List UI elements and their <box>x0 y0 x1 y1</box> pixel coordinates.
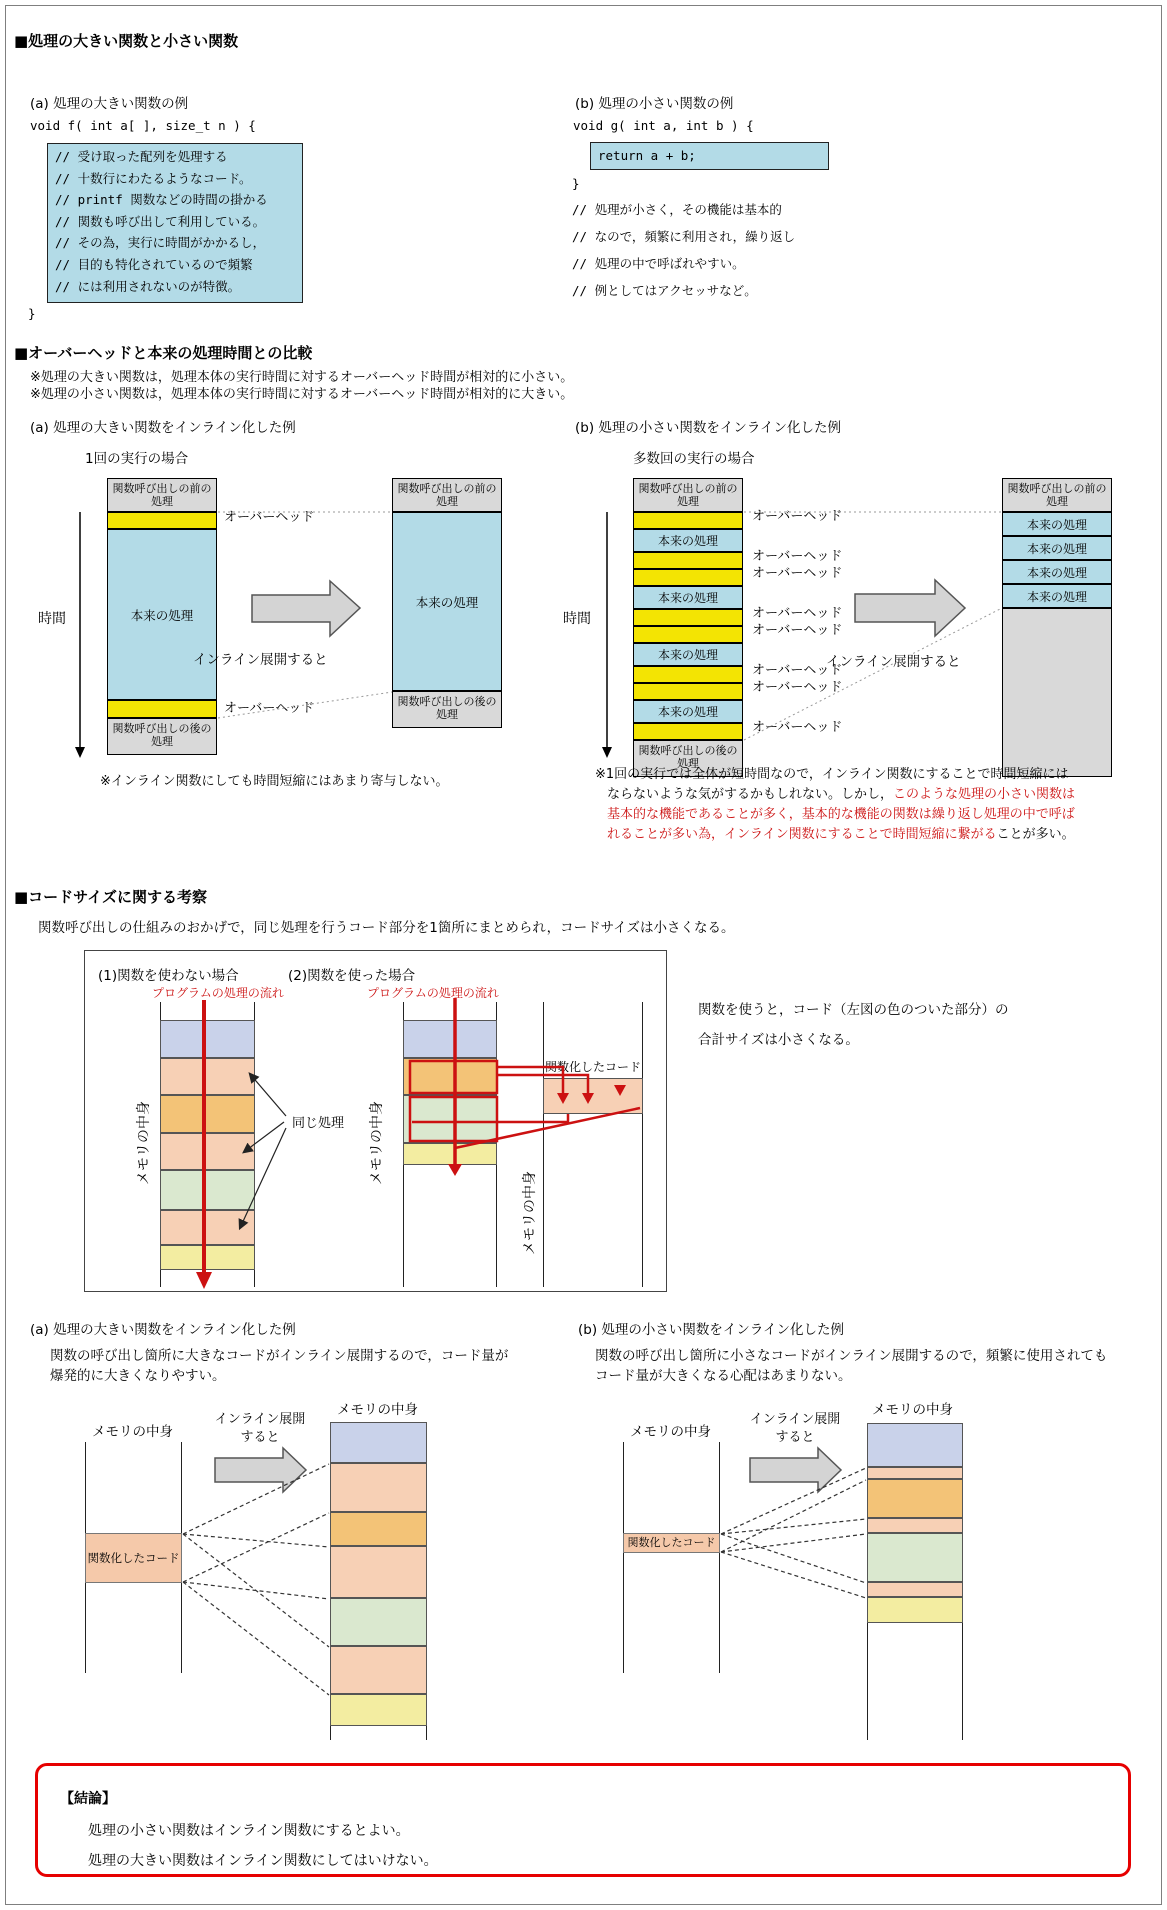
inline-expand-label: インライン展開すると <box>826 654 961 670</box>
overhead-label: オーバーヘッド <box>752 623 843 638</box>
overhead-label: オーバーヘッド <box>752 606 843 621</box>
section3-b-body2: コード量が大きくなる心配はあまりない。 <box>595 1368 852 1384</box>
func-code-label: 関数化したコード <box>544 1060 641 1074</box>
main-proc-band: 本来の処理 <box>633 586 743 609</box>
overhead-band <box>633 569 743 586</box>
overhead-label: オーバーヘッド <box>752 720 843 735</box>
section2-b-footnote-line3: 基本的な機能であることが多く，基本的な機能の関数は繰り返し処理の中で呼ば <box>607 807 1075 822</box>
section2-a-subtitle: (a) 処理の大きい関数をインライン化した例 <box>30 420 296 436</box>
inline-expand-label-line1: インライン展開 <box>214 1412 306 1427</box>
section1-a-label: (a) 処理の大きい関数の例 <box>30 96 189 112</box>
memory-label: メモリの中身 <box>337 1402 418 1418</box>
section1-a-code-close: } <box>28 306 36 321</box>
pre-call-box: 関数呼び出しの前の処理 <box>633 478 743 512</box>
main-proc-band: 本来の処理 <box>633 529 743 552</box>
memory-label: メモリの中身 <box>630 1424 711 1440</box>
memory-row-same-proc <box>160 1058 255 1095</box>
pre-call-box: 関数呼び出しの前の処理 <box>1002 478 1112 512</box>
conclusion-line1: 処理の小さい関数はインライン関数にするとよい。 <box>88 1823 410 1839</box>
conclusion-heading: 【結論】 <box>60 1791 116 1807</box>
section2-b-footnote-line4: れることが多い為，インライン関数にすることで時間短縮に繋がることが多い。 <box>607 827 1075 842</box>
memory-label: メモリの中身 <box>92 1424 173 1440</box>
section3-a-subtitle: (a) 処理の大きい関数をインライン化した例 <box>30 1322 296 1338</box>
section1-title: ■処理の大きい関数と小さい関数 <box>14 32 239 50</box>
time-axis-label: 時間 <box>563 611 591 627</box>
overhead-band <box>107 512 217 529</box>
section1-b-label: (b) 処理の小さい関数の例 <box>575 96 734 112</box>
memory-row <box>867 1597 963 1623</box>
section3-a-body2: 爆発的に大きくなりやすい。 <box>50 1368 226 1384</box>
section2-b-footnote-line1: ※1回の実行では全体が短時間なので，インライン関数にすることで時間短縮には <box>595 767 1069 782</box>
main-proc-band: 本来の処理 <box>1002 512 1112 536</box>
figure-label-2: (2)関数を使った場合 <box>288 968 416 984</box>
code-line: return a + b; <box>598 148 696 163</box>
main-proc-band: 本来の処理 <box>633 643 743 666</box>
overhead-label: オーバーヘッド <box>752 566 843 581</box>
code-comment: // には利用されないのが特徴。 <box>55 278 241 294</box>
memory-label: メモリの中身 <box>136 1101 152 1185</box>
code-comment: // 例としてはアクセッサなど。 <box>572 283 757 298</box>
memory-row-same-proc <box>160 1210 255 1245</box>
overhead-band <box>633 666 743 683</box>
memory-row <box>867 1479 963 1518</box>
overhead-label: オーバーヘッド <box>224 701 315 716</box>
main-proc-band: 本来の処理 <box>633 700 743 723</box>
section2-a-footnote: ※インライン関数にしても時間短縮にはあまり寄与しない。 <box>100 774 449 789</box>
memory-row-inlined <box>330 1546 427 1598</box>
memory-row <box>330 1598 427 1646</box>
inline-expand-label: インライン展開すると <box>193 652 328 668</box>
same-proc-label: 同じ処理 <box>292 1116 345 1131</box>
code-comment: // 目的も特化されているので頻繁 <box>55 256 253 272</box>
figure-label-1: (1)関数を使わない場合 <box>98 968 239 984</box>
section2-title: ■オーバーヘッドと本来の処理時間との比較 <box>14 344 313 362</box>
section1-a-code-body <box>47 143 303 303</box>
main-proc-band: 本来の処理 <box>1002 560 1112 584</box>
memory-label: メモリの中身 <box>872 1402 953 1418</box>
time-axis-label: 時間 <box>38 611 66 627</box>
code-comment: // 処理が小さく，その機能は基本的 <box>572 202 782 217</box>
overhead-label: オーバーヘッド <box>752 680 843 695</box>
func-code-box: 関数化したコード <box>623 1533 720 1553</box>
section2-a-case: 1回の実行の場合 <box>85 451 189 467</box>
memory-row <box>160 1170 255 1210</box>
memory-row-inlined <box>867 1518 963 1533</box>
memory-row <box>403 1058 497 1095</box>
code-comment: // 処理の中で呼ばれやすい。 <box>572 256 745 271</box>
saved-time-region <box>1002 608 1112 777</box>
code-comment: // 十数行にわたるようなコード。 <box>55 170 252 186</box>
conclusion-line2: 処理の大きい関数はインライン関数にしてはいけない。 <box>88 1853 438 1869</box>
post-call-box: 関数呼び出しの後の処理 <box>392 691 502 728</box>
memory-row <box>403 1020 497 1058</box>
memory-row-inlined <box>330 1646 427 1694</box>
program-flow-label: プログラムの処理の流れ <box>367 986 499 1000</box>
memory-row <box>330 1422 427 1463</box>
section3-b-subtitle: (b) 処理の小さい関数をインライン化した例 <box>578 1322 844 1338</box>
inline-expand-label-line1: インライン展開 <box>749 1412 841 1427</box>
section3-a-body1: 関数の呼び出し箇所に大きなコードがインライン展開するので，コード量が <box>50 1348 509 1364</box>
overhead-band <box>633 723 743 740</box>
section1-b-code-close: } <box>572 176 580 191</box>
code-comment: // なので，頻繁に利用され，繰り返し <box>572 229 796 244</box>
overhead-label: オーバーヘッド <box>752 663 843 678</box>
memory-row <box>330 1512 427 1546</box>
section1-b-code-body <box>590 142 829 170</box>
overhead-band <box>633 683 743 700</box>
inline-expand-label-line2: すると <box>775 1430 815 1445</box>
code-comment: // 受け取った配列を処理する <box>55 149 228 164</box>
memory-row <box>330 1694 427 1726</box>
memory-column-3 <box>543 1002 643 1287</box>
memory-row <box>160 1020 255 1058</box>
memory-row <box>867 1533 963 1582</box>
section3-b-body1: 関数の呼び出し箇所に小さなコードがインライン展開するので，頻繁に使用されても <box>595 1348 1108 1364</box>
overhead-label: オーバーヘッド <box>752 509 843 524</box>
section3-title: ■コードサイズに関する考察 <box>14 888 207 906</box>
memory-row-inlined <box>867 1467 963 1479</box>
section3-intro: 関数呼び出しの仕組みのおかげで，同じ処理を行うコード部分を1箇所にまとめられ，コードサイズは小さくなる。 <box>38 920 735 936</box>
func-code-box <box>543 1078 643 1114</box>
inline-expand-label-line2: すると <box>240 1430 280 1445</box>
program-flow-label: プログラムの処理の流れ <box>152 986 284 1000</box>
memory-label: メモリの中身 <box>369 1101 385 1185</box>
section2-b-subtitle: (b) 処理の小さい関数をインライン化した例 <box>575 420 841 436</box>
memory-label: メモリの中身 <box>522 1171 538 1255</box>
code-comment: // その為，実行に時間がかかるし， <box>55 235 266 251</box>
memory-row <box>160 1245 255 1270</box>
main-proc-band: 本来の処理 <box>1002 584 1112 608</box>
section2-b-case: 多数回の実行の場合 <box>633 451 755 467</box>
overhead-band <box>107 700 217 718</box>
section2-note2: ※処理の小さい関数は，処理本体の実行時間に対するオーバーヘッド時間が相対的に大きい。 <box>30 387 574 402</box>
overhead-band <box>633 552 743 569</box>
section1-b-code-open: void g( int a, int b ) { <box>573 118 754 133</box>
pre-call-box: 関数呼び出しの前の処理 <box>107 478 217 512</box>
overhead-label: オーバーヘッド <box>752 549 843 564</box>
overhead-label: オーバーヘッド <box>224 510 315 525</box>
section1-a-code-open: void f( int a[ ], size_t n ) { <box>30 118 256 133</box>
memory-column <box>623 1442 720 1673</box>
post-call-box: 関数呼び出しの後の処理 <box>633 740 743 777</box>
main-proc-band: 本来の処理 <box>107 529 217 700</box>
memory-row <box>160 1095 255 1133</box>
main-proc-band: 本来の処理 <box>392 512 502 691</box>
overhead-band <box>633 626 743 643</box>
pre-call-box: 関数呼び出しの前の処理 <box>392 478 502 512</box>
memory-row <box>867 1423 963 1467</box>
memory-row-same-proc <box>160 1133 255 1170</box>
overhead-band <box>633 512 743 529</box>
code-comment: // 関数も呼び出して利用している。 <box>55 213 266 229</box>
memory-row-inlined <box>867 1582 963 1597</box>
memory-row-inlined <box>330 1463 427 1512</box>
codesize-note-line1: 関数を使うと，コード（左図の色のついた部分）の <box>698 1002 1009 1018</box>
post-call-box: 関数呼び出しの後の処理 <box>107 718 217 755</box>
section2-b-footnote-line2: ならないような気がするかもしれない。しかし，このような処理の小さい関数は <box>607 787 1076 802</box>
overhead-band <box>633 609 743 626</box>
memory-row <box>403 1095 497 1143</box>
section2-note1: ※処理の大きい関数は，処理本体の実行時間に対するオーバーヘッド時間が相対的に小さい。 <box>30 370 574 385</box>
func-code-box: 関数化したコード <box>85 1533 182 1583</box>
main-proc-band: 本来の処理 <box>1002 536 1112 560</box>
memory-row <box>403 1143 497 1165</box>
code-comment: // printf 関数などの時間の掛かる <box>55 192 268 208</box>
codesize-note-line2: 合計サイズは小さくなる。 <box>698 1032 859 1048</box>
